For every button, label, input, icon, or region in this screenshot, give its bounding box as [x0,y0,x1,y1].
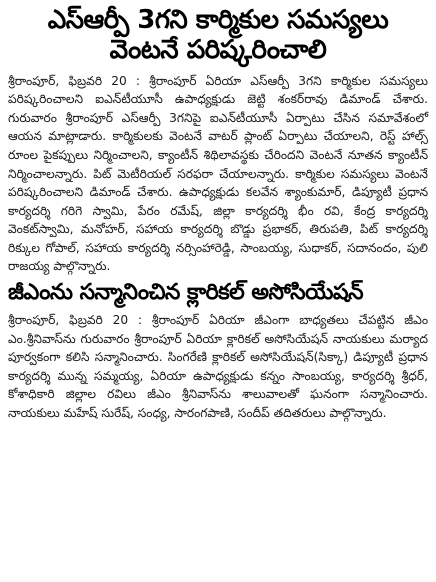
article-1-dateline: శ్రీరాంపూర్, ఫిబ్రవరి 20 : [8,73,140,88]
article-1-headline [8,6,428,66]
article-2-dateline: శ్రీరాంపూర్, ఫిబ్రవరి 20 : [8,313,143,328]
article-1-body [8,72,428,276]
article-srp-3-mine-workers [8,6,428,276]
article-1-body-text: శ్రీరాంపూర్ ఏరియా ఎస్‌ఆర్పీ 3గని కార్మికుల సమస్యలు పరిష్కరించాలని ఐఎన్‌టీయూసీ ఉపాధ్యక్షుడు జెట్టి శంకర్‌రావు డిమాండ్ చేశారు. గురువారం శ్రీరాంపూర్ ఎస్‌ఆర్పీ 3గనిపై ఐఎన్‌టీయూసీ ఏర్పాటు చేసిన సమావేశంలో ఆయన మాట్లాడారు. కార్మికులకు వెంటనే వాటర్ ప్లాంట్ ఏర్పాటు చేయాలని, రెస్ట్ హాల్స్ రూంల పైకప్పులు నిర్మించాలని, క్యాంటీన్ శిథిలావస్థకు చేరిందని వెంటనే నూతన క్యాంటీన్ నిర్మించాలన్నారు. పిట్ మెటీరియల్ సరఫరా చేయాలన్నారు. కార్మికుల సమస్యలు వెంటనే పరిష్కరించాలని డిమాండ్ చేశారు. ఉపాధ్యక్షుడు కలవేన శ్యాంకుమార్, డిప్యూటీ ప్రధాన కార్యదర్శి గరిగె స్వామి, పేరం రమేష్, జిల్లా కార్యదర్శి భీం రవి, కేంద్ర కార్యదర్శి వెంకట్‌స్వామి, మనోహర్, సహాయ కార్యదర్శి బొడ్డు ప్రభాకర్, తిరుపతి, పిట్ కార్యదర్శి రిక్కుల గోపాల్, సహాయ కార్యదర్శి నర్సింహారెడ్డి, సాంబయ్య, సుధాకర్, సదానందం, పులి రాజయ్య పాల్గొన్నారు. [8,73,428,274]
article-2-body-text: శ్రీరాంపూర్ ఏరియా జీఎంగా బాధ్యతలు చేపట్టిన జీఎం ఎం.శ్రీనివాస్‌ను గురువారం శ్రీరాంపూర్ ఏరియా క్లారికల్ అసోసియేషన్ నాయకులు మర్యాద పూర్వకంగా కలిసి సన్మానించారు. సింగరేణి క్లారికల్ అసోసియేషన్(సిక్కా) డిప్యూటీ ప్రధాన కార్యదర్శి మున్న సమ్మయ్య, ఏరియా ఉపాధ్యక్షుడు కన్నం సాంబయ్య, కార్యదర్శి శ్రీధర్, కోశాధికారి జిల్లాల రవిలు జీఎం శ్రీనివాస్‌ను శాలువాలతో ఘనంగా సన్మానించారు. నాయకులు మహేష్ సురేష్, సంధ్య, సారంగపాణి, సందీప్ తదితరులు పాల్గొన్నారు. [8,313,429,420]
article-1-headline-line-1: ఎస్‌ఆర్పీ 3గని కార్మికుల సమస్యలు [47,5,389,35]
article-clerical-association [8,280,428,423]
article-2-body [8,311,428,422]
article-2-headline: జీఎంను సన్మానించిన క్లారికల్ అసోసియేషన్ [8,279,364,305]
article-1-headline-line-2: వెంటనే పరిష్కరించాలి [109,34,327,65]
